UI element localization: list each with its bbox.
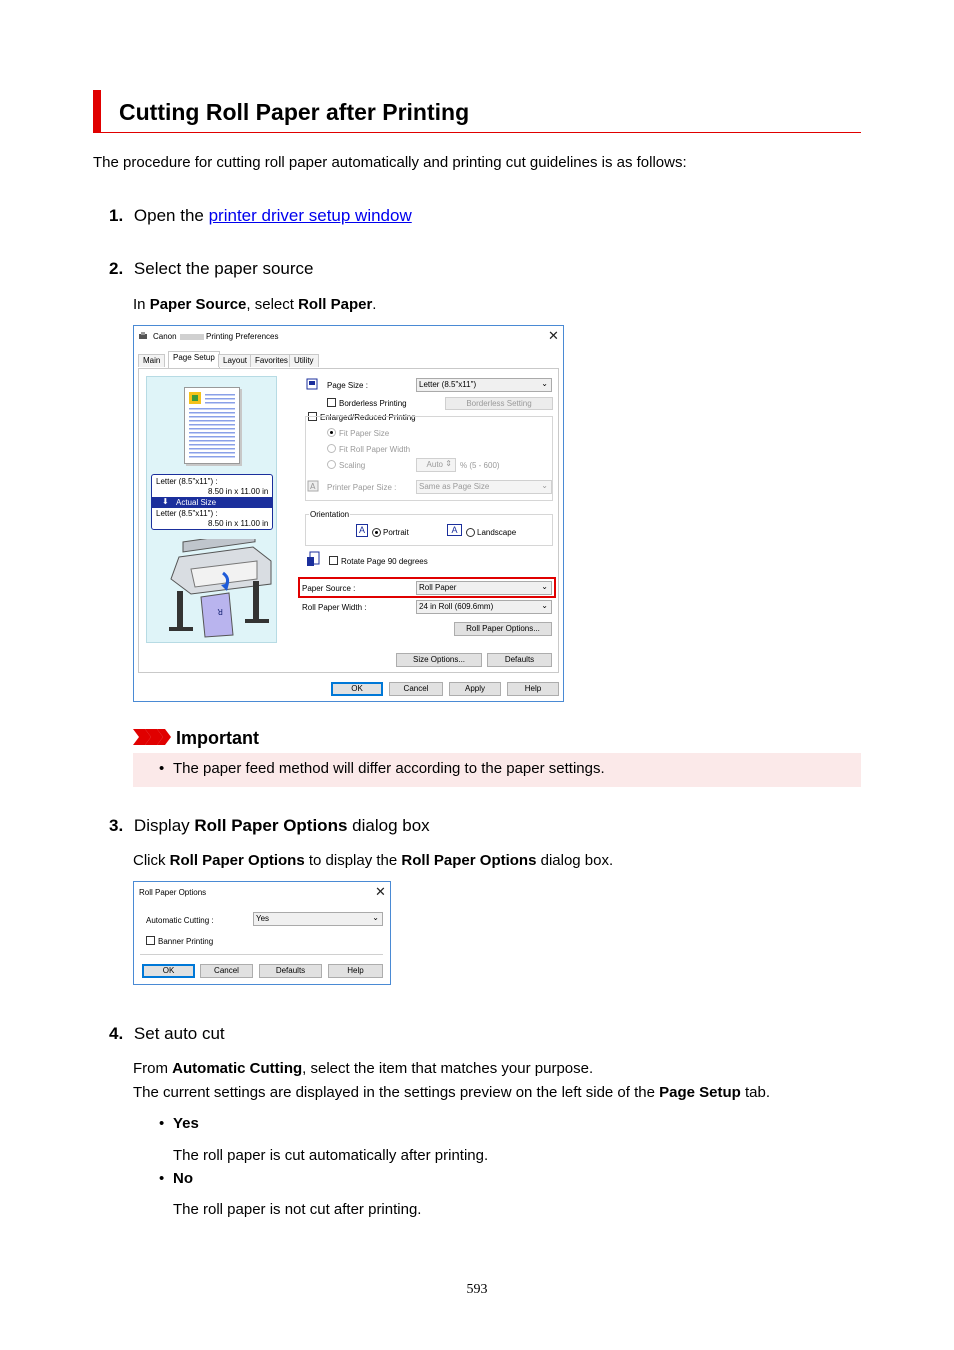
important-heading: Important	[176, 728, 259, 748]
preview-size-line: Letter (8.5"x11") :	[156, 509, 218, 518]
desc-text: dialog box.	[536, 852, 614, 869]
title-accent-bar	[93, 90, 101, 133]
dialog-title: Canon	[153, 332, 177, 341]
desc-bold: Roll Paper Options	[401, 852, 537, 869]
option-no-label: No	[173, 1170, 193, 1187]
desc-text: From	[133, 1060, 173, 1077]
portrait-radio[interactable]	[372, 528, 381, 537]
desc-bold: Roll Paper Options	[169, 852, 305, 869]
auto-cut-select[interactable]	[253, 912, 383, 926]
preview-size-line: Letter (8.5"x11") :	[156, 477, 218, 486]
option-yes-label: Yes	[173, 1115, 199, 1132]
important-text: The paper feed method will differ according to the paper settings.	[173, 760, 605, 777]
tab-favorites[interactable]: Favorites	[250, 354, 293, 367]
page-number: 593	[466, 1282, 488, 1297]
desc-text: In	[133, 296, 150, 313]
roll-paper-options-button[interactable]: Roll Paper Options...	[454, 622, 552, 636]
borderless-setting-button[interactable]: Borderless Setting	[445, 397, 553, 410]
close-icon[interactable]: ✕	[548, 328, 559, 343]
step-4-desc-2	[133, 1084, 770, 1102]
landscape-icon: A	[447, 524, 462, 536]
desc-text: , select the item that matches your purpose.	[302, 1060, 594, 1077]
fit-roll-width-radio[interactable]	[327, 444, 336, 453]
auto-cut-label: Automatic Cutting :	[146, 916, 214, 925]
desc-bold: Roll Paper	[298, 296, 373, 313]
borderless-checkbox[interactable]	[327, 398, 336, 407]
list-bullet: •	[159, 1115, 165, 1132]
portrait-icon: A	[356, 524, 368, 537]
roll-width-label: Roll Paper Width :	[302, 603, 367, 612]
defaults-button[interactable]: Defaults	[259, 964, 322, 978]
printer-illustration	[161, 539, 273, 639]
option-yes-desc: The roll paper is cut automatically after printing.	[173, 1147, 489, 1164]
desc-text: tab.	[740, 1084, 771, 1101]
rotate-page-checkbox[interactable]	[329, 556, 338, 565]
desc-bold: Paper Source	[149, 296, 247, 313]
landscape-label: Landscape	[477, 528, 517, 537]
important-bullet: •	[159, 760, 165, 777]
step-1	[109, 206, 412, 226]
desc-text: Click	[133, 852, 170, 869]
desc-text: The current settings are displayed in the settings preview on the left side of the	[133, 1084, 660, 1101]
cancel-button[interactable]: Cancel	[389, 682, 443, 696]
size-info-box	[151, 474, 273, 530]
page-size-select[interactable]	[416, 378, 552, 392]
desc-text: to display the	[304, 852, 402, 869]
page-size-value: Letter (8.5"x11")	[419, 380, 477, 389]
roll-paper-options-dialog	[133, 881, 391, 985]
step-text: Select the paper source	[133, 259, 314, 278]
tab-utility[interactable]: Utility	[289, 354, 319, 367]
rotate-page-icon	[306, 551, 320, 567]
intro-text: The procedure for cutting roll paper automatically and printing cut guidelines is as follows:	[93, 154, 687, 171]
help-button[interactable]: Help	[507, 682, 559, 696]
chevron-down-icon: ⌄	[541, 481, 548, 490]
desc-text: , select	[246, 296, 299, 313]
desc-bold: Page Setup	[659, 1084, 741, 1101]
cancel-button[interactable]: Cancel	[200, 964, 253, 978]
ok-button[interactable]: OK	[331, 682, 383, 696]
paper-source-value: Roll Paper	[419, 583, 457, 592]
page-preview	[184, 387, 240, 464]
step-2-desc	[133, 296, 376, 314]
roll-width-select[interactable]	[416, 600, 552, 614]
chevron-down-icon: ⌄	[541, 582, 548, 591]
step-text: Set auto cut	[133, 1024, 225, 1043]
printer-paper-size-label: Printer Paper Size :	[327, 483, 397, 492]
step-number: 4.	[109, 1024, 124, 1043]
printer-paper-size-icon	[306, 479, 320, 493]
step-number: 1.	[109, 206, 124, 225]
fit-paper-size-label: Fit Paper Size	[339, 429, 390, 438]
step-text: Display	[133, 816, 195, 835]
tab-layout[interactable]: Layout	[218, 354, 252, 367]
scaling-label: Scaling	[339, 461, 366, 470]
fit-roll-width-label: Fit Roll Paper Width	[339, 445, 411, 454]
paper-source-label: Paper Source :	[302, 584, 356, 593]
spin-arrows-icon: ⇕	[445, 459, 452, 468]
step-number: 3.	[109, 816, 124, 835]
printer-paper-size-select[interactable]	[416, 480, 552, 494]
title-underline	[101, 132, 861, 133]
dialog-title-suffix: Printing Preferences	[206, 332, 279, 341]
fit-paper-size-radio[interactable]	[327, 428, 336, 437]
step-3-desc	[133, 852, 613, 870]
divider	[140, 954, 383, 955]
step-text: dialog box	[347, 816, 430, 835]
auto-cut-value: Yes	[256, 914, 270, 923]
banner-printing-label: Banner Printing	[158, 937, 214, 946]
settings-preview	[146, 376, 277, 643]
scaling-value: Auto	[426, 460, 443, 469]
banner-printing-checkbox[interactable]	[146, 936, 155, 945]
step-4	[109, 1024, 225, 1044]
step-number: 2.	[109, 259, 124, 278]
landscape-radio[interactable]	[466, 528, 475, 537]
option-no-desc: The roll paper is not cut after printing.	[173, 1201, 422, 1218]
roll-width-value: 24 in Roll (609.6mm)	[419, 602, 494, 611]
enlarged-reduced-label: Enlarged/Reduced Printing	[320, 413, 416, 422]
svg-text:A: A	[310, 482, 316, 491]
important-arrows-icon	[133, 729, 173, 745]
page-title: Cutting Roll Paper after Printing	[119, 99, 470, 125]
step-text: Open the	[133, 206, 209, 225]
preview-dim-line: 8.50 in x 11.00 in	[208, 487, 269, 496]
actual-size-label: Actual Size	[176, 498, 217, 507]
printing-preferences-dialog	[133, 325, 564, 702]
desc-text: .	[372, 296, 377, 313]
apply-button[interactable]: Apply	[449, 682, 501, 696]
chevron-down-icon: ⌄	[372, 913, 379, 922]
scaling-range: % (5 - 600)	[460, 461, 500, 470]
tab-page-setup[interactable]: Page Setup	[168, 351, 220, 368]
redacted-model-name	[180, 334, 204, 340]
scaling-stepper[interactable]	[416, 458, 456, 472]
page-size-icon	[306, 378, 320, 390]
size-options-button[interactable]: Size Options...	[396, 653, 482, 667]
page-size-label: Page Size :	[327, 381, 368, 390]
desc-bold: Automatic Cutting	[172, 1060, 303, 1077]
step-3	[109, 816, 430, 836]
scaling-radio[interactable]	[327, 460, 336, 469]
ok-button[interactable]: OK	[142, 964, 195, 978]
close-icon[interactable]: ✕	[375, 884, 386, 899]
driver-setup-link[interactable]: printer driver setup window	[208, 206, 412, 225]
paper-source-select[interactable]	[416, 581, 552, 595]
step-text-bold: Roll Paper Options	[194, 816, 348, 835]
rotate-page-label: Rotate Page 90 degrees	[341, 557, 428, 566]
borderless-label: Borderless Printing	[339, 399, 407, 408]
step-2	[109, 259, 313, 279]
list-bullet: •	[159, 1170, 165, 1187]
help-button[interactable]: Help	[328, 964, 383, 978]
actual-size-bar	[152, 497, 272, 508]
chevron-down-icon: ⌄	[541, 379, 548, 388]
defaults-button[interactable]: Defaults	[487, 653, 552, 667]
orientation-label: Orientation	[310, 510, 350, 519]
printer-icon	[138, 331, 148, 341]
step-4-desc-1	[133, 1060, 593, 1078]
preview-dim-line: 8.50 in x 11.00 in	[208, 519, 269, 528]
chevron-down-icon: ⌄	[541, 601, 548, 610]
svg-text:R: R	[217, 607, 223, 616]
tab-main[interactable]: Main	[138, 354, 165, 367]
printer-paper-size-value: Same as Page Size	[419, 482, 490, 491]
dialog-title: Roll Paper Options	[139, 888, 207, 897]
arrow-down-icon: ⬇	[162, 497, 169, 506]
portrait-label: Portrait	[383, 528, 409, 537]
